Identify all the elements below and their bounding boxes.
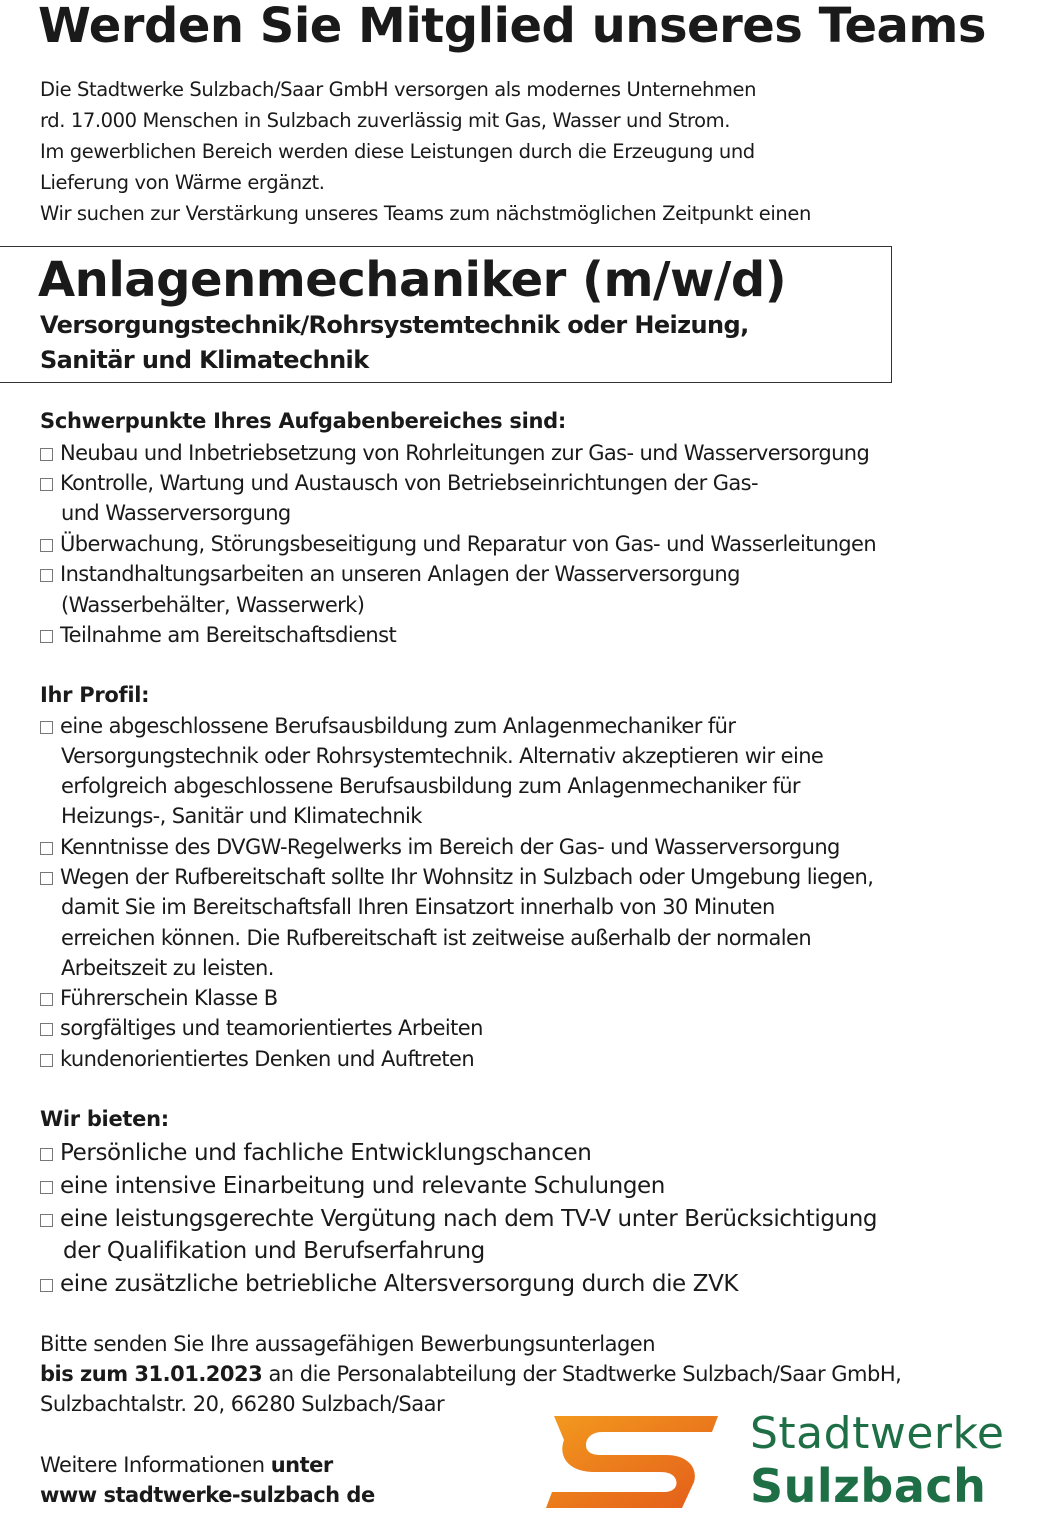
profile-item-continued: damit Sie im Bereitschaftsfall Ihren Einsatzort innerhalb von 30 Minuten xyxy=(61,895,775,919)
intro-line: Wir suchen zur Verstärkung unseres Teams zum nächstmöglichen Zeitpunkt einen xyxy=(40,202,811,225)
offer-item: eine intensive Einarbeitung und relevante Schulungen xyxy=(40,1170,665,1202)
profile-item: Wegen der Rufbereitschaft sollte Ihr Wohnsitz in Sulzbach oder Umgebung liegen, xyxy=(40,862,873,892)
intro-line: Lieferung von Wärme ergänzt. xyxy=(40,171,325,194)
intro-line: Die Stadtwerke Sulzbach/Saar GmbH versorgen als modernes Unternehmen xyxy=(40,78,757,101)
profile-item-continued: Heizungs-, Sanitär und Klimatechnik xyxy=(61,804,422,828)
bullet-box-icon xyxy=(40,630,53,643)
task-item: Überwachung, Störungsbeseitigung und Reparatur von Gas- und Wasserleitungen xyxy=(40,529,876,559)
page-headline: Werden Sie Mitglied unseres Teams xyxy=(38,0,986,54)
profile-item: Führerschein Klasse B xyxy=(40,983,278,1013)
bullet-box-icon xyxy=(40,1054,53,1067)
profile-item-continued: Arbeitszeit zu leisten. xyxy=(61,956,274,980)
profile-item: sorgfältiges und teamorientiertes Arbeiten xyxy=(40,1013,483,1043)
intro-line: rd. 17.000 Menschen in Sulzbach zuverlässig mit Gas, Wasser und Strom. xyxy=(40,109,731,132)
application-deadline: bis zum 31.01.2023 xyxy=(40,1362,263,1386)
website-link[interactable]: www stadtwerke-sulzbach de xyxy=(40,1483,375,1507)
intro-line: Im gewerblichen Bereich werden diese Leistungen durch die Erzeugung und xyxy=(40,140,755,163)
bullet-box-icon xyxy=(40,1181,53,1194)
bullet-box-icon xyxy=(40,1279,53,1292)
bullet-box-icon xyxy=(40,842,53,855)
bullet-box-icon xyxy=(40,721,53,734)
bullet-box-icon xyxy=(40,1214,53,1227)
offer-heading: Wir bieten: xyxy=(40,1107,169,1131)
task-item-continued: und Wasserversorgung xyxy=(61,501,291,525)
application-address: Sulzbachtalstr. 20, 66280 Sulzbach/Saar xyxy=(40,1392,445,1416)
task-item: Teilnahme am Bereitschaftsdienst xyxy=(40,620,396,650)
profile-item-continued: erreichen können. Die Rufbereitschaft ist zeitweise außerhalb der normalen xyxy=(61,926,812,950)
task-item: Kontrolle, Wartung und Austausch von Betriebseinrichtungen der Gas- xyxy=(40,468,758,498)
task-item: Neubau und Inbetriebsetzung von Rohrleitungen zur Gas- und Wasserversorgung xyxy=(40,438,869,468)
bullet-box-icon xyxy=(40,872,53,885)
brand-name-line2: Sulzbach xyxy=(750,1459,987,1513)
job-subtitle: Versorgungstechnik/Rohrsystemtechnik oder Heizung, xyxy=(40,311,749,339)
stadtwerke-logo-icon xyxy=(546,1412,718,1508)
bullet-box-icon xyxy=(40,539,53,552)
offer-item: eine zusätzliche betriebliche Altersversorgung durch die ZVK xyxy=(40,1268,738,1300)
bullet-box-icon xyxy=(40,1023,53,1036)
brand-name-line1: Stadtwerke xyxy=(750,1408,1005,1459)
bullet-box-icon xyxy=(40,1148,53,1161)
task-item: Instandhaltungsarbeiten an unseren Anlagen der Wasserversorgung xyxy=(40,559,740,589)
application-deadline-line: bis zum 31.01.2023 an die Personalabteilung der Stadtwerke Sulzbach/Saar GmbH, xyxy=(40,1362,902,1386)
info-line: Weitere Informationen unter xyxy=(40,1453,333,1477)
offer-item-continued: der Qualifikation und Berufserfahrung xyxy=(63,1238,485,1264)
bullet-box-icon xyxy=(40,448,53,461)
bullet-box-icon xyxy=(40,478,53,491)
bullet-box-icon xyxy=(40,569,53,582)
profile-item: kundenorientiertes Denken und Auftreten xyxy=(40,1044,474,1074)
application-text: Bitte senden Sie Ihre aussagefähigen Bewerbungsunterlagen xyxy=(40,1332,656,1356)
job-subtitle: Sanitär und Klimatechnik xyxy=(40,346,369,374)
profile-item-continued: erfolgreich abgeschlossene Berufsausbildung zum Anlagenmechaniker für xyxy=(61,774,800,798)
tasks-heading: Schwerpunkte Ihres Aufgabenbereiches sind: xyxy=(40,409,566,433)
offer-item: eine leistungsgerechte Vergütung nach dem TV-V unter Berücksichtigung xyxy=(40,1203,877,1235)
profile-item-continued: Versorgungstechnik oder Rohrsystemtechnik. Alternativ akzeptieren wir eine xyxy=(61,744,824,768)
profile-heading: Ihr Profil: xyxy=(40,683,150,707)
bullet-box-icon xyxy=(40,993,53,1006)
job-title: Anlagenmechaniker (m/w/d) xyxy=(38,252,787,308)
offer-item: Persönliche und fachliche Entwicklungschancen xyxy=(40,1137,591,1169)
profile-item: Kenntnisse des DVGW-Regelwerks im Bereich der Gas- und Wasserversorgung xyxy=(40,832,840,862)
profile-item: eine abgeschlossene Berufsausbildung zum Anlagenmechaniker für xyxy=(40,711,735,741)
task-item-continued: (Wasserbehälter, Wasserwerk) xyxy=(61,593,365,617)
